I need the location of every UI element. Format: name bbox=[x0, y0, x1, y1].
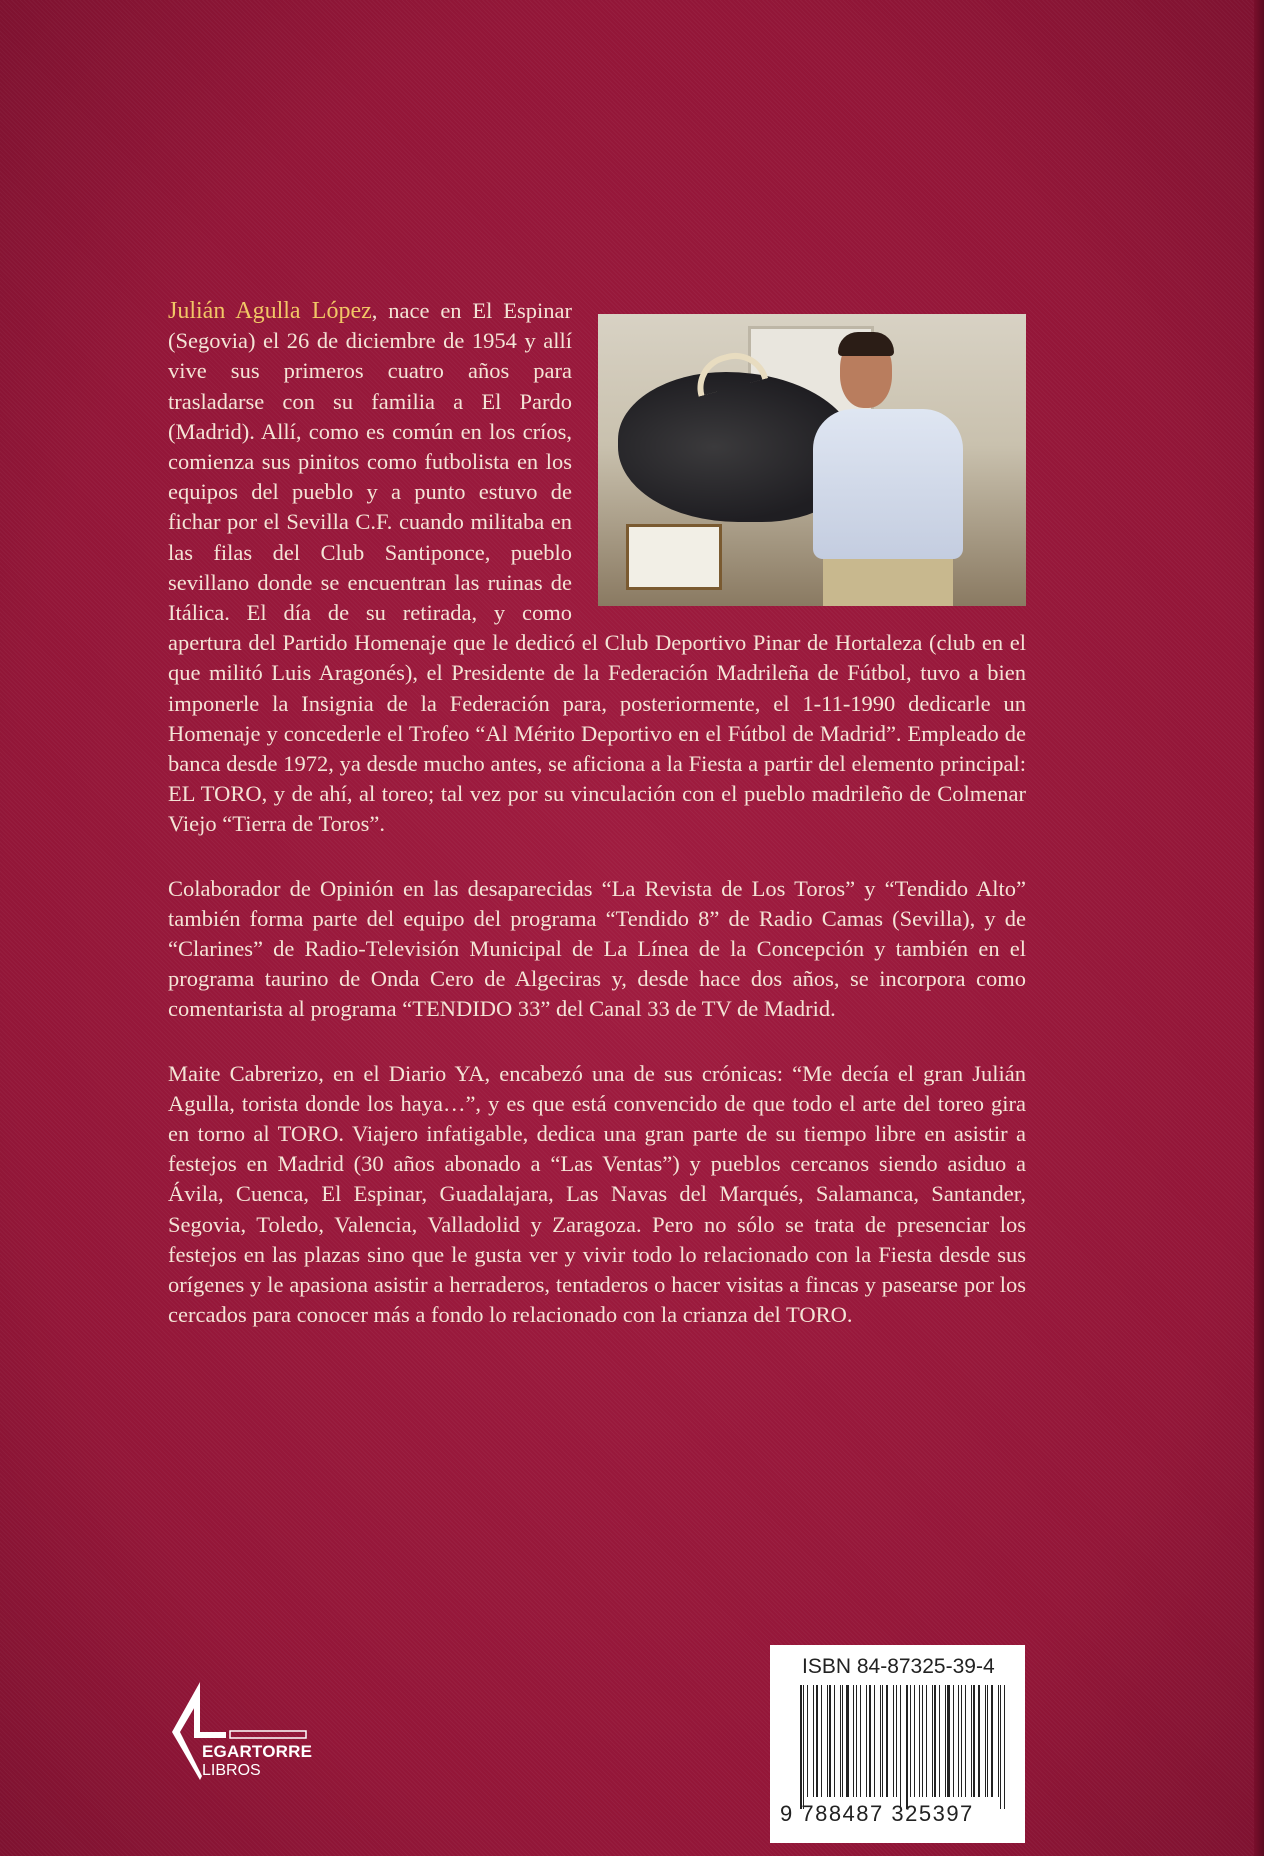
author-name: Julián Agulla López bbox=[168, 298, 372, 324]
barcode-bar bbox=[991, 1685, 993, 1797]
cover-edge bbox=[1254, 0, 1264, 1856]
barcode-bar bbox=[800, 1685, 802, 1809]
barcode-bar bbox=[813, 1685, 815, 1797]
publisher-sub: LIBROS bbox=[202, 1762, 261, 1779]
barcode-bar bbox=[926, 1685, 927, 1797]
barcode-bar bbox=[840, 1685, 841, 1797]
barcode-bar bbox=[939, 1685, 941, 1797]
barcode-label bbox=[770, 1645, 1025, 1843]
bio-paragraph-3: Maite Cabrerizo, en el Diario YA, encabezó una de sus crónicas: “Me decía el gran Julián Agulla, torista donde los haya…”, y es que está convencido de que todo el arte del toreo gira en torno al TORO. Viajero infatigable, dedica una gran parte de su tiempo libre en asistir a festejos en Madrid (30 años abonado a “Las Ventas”) y pueblos cercanos siendo asiduo a Ávila, Cuenca, El Espinar, Guadalajara, Las Navas del Marqués, Salamanca, Santander, Segovia, Toledo, Valencia, Valladolid y Zaragoza. Pero no sólo se trata de presenciar los festejos en las plazas sino que le gusta ver y vivir todo lo relacionado con la Fiesta desde sus orígenes y le apasiona asistir a herraderos, tentaderos o hacer visitas a fincas y pasearse por los cercados para conocer más a fondo lo relacionado con la crianza del TORO. bbox=[168, 1060, 1026, 1328]
author-bio bbox=[168, 296, 1026, 1365]
barcode-bar bbox=[953, 1685, 954, 1797]
author-photo bbox=[598, 314, 1026, 606]
barcode-bar bbox=[821, 1685, 822, 1797]
barcode-bar bbox=[910, 1685, 911, 1797]
barcode-bar bbox=[807, 1685, 808, 1797]
barcode-bar bbox=[998, 1685, 999, 1797]
barcode-bar bbox=[961, 1685, 963, 1797]
barcode-bar bbox=[1004, 1685, 1006, 1809]
barcode-bar bbox=[803, 1685, 804, 1809]
barcode-bar bbox=[978, 1685, 980, 1797]
barcode-bar bbox=[829, 1685, 831, 1797]
barcode-bar bbox=[973, 1685, 975, 1797]
barcode-bar bbox=[987, 1685, 988, 1797]
barcode-bar bbox=[856, 1685, 857, 1797]
barcode-bar bbox=[834, 1685, 836, 1797]
barcode-bar bbox=[914, 1685, 915, 1797]
barcode-bar bbox=[846, 1685, 848, 1797]
barcode-bar bbox=[853, 1685, 854, 1797]
bio-text-1: , nace en El Espinar (Segovia) el 26 de diciembre de 1954 y allí vive sus primeros cuatro años para trasladarse con su familia a El Pardo (Madrid). Allí, como es común en los críos, comienza sus pinitos como futbolista en los equipos del pueblo y a punto estuvo de fichar por el Sevilla C.F. cuando militaba en las filas del Club Santiponce, pueblo sevillano donde se encuentran las ruinas de Itálica. El día de su retirada, y como apertura del Partido Homenaje que le dedicó el Club Deportivo Pinar de Hortaleza (club en el que militó Luis Aragonés), el Presidente de la Federación Madrileña de Fútbol, tuvo a bien imponerle la Insignia de la Federación para, posteriormente, el 1-11-1990 dedicarle un Homenaje y concederle el Trofeo “Al Mérito Deportivo en el Fútbol de Madrid”. Empleado de banca desde 1972, ya desde mucho antes, se aficiona a la Fiesta a partir del elemento principal: EL TORO, y de ahí, al toreo; tal vez por su vinculación con el pueblo madrileño de Colmenar Viejo “Tierra de Toros”. bbox=[168, 298, 1026, 837]
barcode-bar bbox=[874, 1685, 875, 1797]
publisher-name: EGARTORRE bbox=[202, 1742, 313, 1761]
bio-paragraph-1 bbox=[168, 296, 1026, 840]
barcode-bar bbox=[816, 1685, 818, 1797]
barcode-bar bbox=[882, 1685, 883, 1797]
barcode-bar bbox=[896, 1685, 897, 1797]
barcode-bar bbox=[945, 1685, 946, 1797]
barcode-bar bbox=[958, 1685, 959, 1797]
barcode-bar bbox=[965, 1685, 966, 1797]
publisher-logo bbox=[166, 1680, 366, 1790]
barcode-bar bbox=[922, 1685, 924, 1797]
ean-text: 9 788487 325397 bbox=[780, 1801, 974, 1826]
bio-paragraph-2: Colaborador de Opinión en las desaparecidas “La Revista de Los Toros” y “Tendido Alto” también forma parte del equipo del programa “Tendido 8” de Radio Camas (Sevilla), y de “Clarines” de Radio-Televisión Municipal de La Línea de la Concepción y también en el programa taurino de Onda Cero de Algeciras y, desde hace dos años, se incorpora como comentarista al programa “TENDIDO 33” del Canal 33 de TV de Madrid. bbox=[168, 875, 1026, 1022]
barcode-bar bbox=[934, 1685, 936, 1797]
barcode-bar bbox=[1000, 1685, 1001, 1809]
barcode-bar bbox=[866, 1685, 868, 1797]
barcode-bar bbox=[900, 1685, 902, 1809]
barcode-bar bbox=[893, 1685, 895, 1797]
barcode-bar bbox=[842, 1685, 843, 1797]
barcode-bar bbox=[932, 1685, 933, 1797]
barcode-bar bbox=[985, 1685, 986, 1797]
barcode-bar bbox=[827, 1685, 828, 1797]
barcode-bar bbox=[869, 1685, 871, 1797]
isbn-text: ISBN 84-87325-39-4 bbox=[802, 1655, 995, 1678]
barcode-bar bbox=[860, 1685, 862, 1797]
barcode-bar bbox=[947, 1685, 949, 1797]
barcode-bar bbox=[880, 1685, 881, 1797]
barcode-bar bbox=[971, 1685, 972, 1797]
publisher-arrow-icon bbox=[166, 1680, 376, 1790]
barcode-bar bbox=[919, 1685, 920, 1797]
barcode-bar bbox=[886, 1685, 888, 1797]
barcode bbox=[800, 1685, 1010, 1805]
barcode-bar bbox=[906, 1685, 908, 1809]
